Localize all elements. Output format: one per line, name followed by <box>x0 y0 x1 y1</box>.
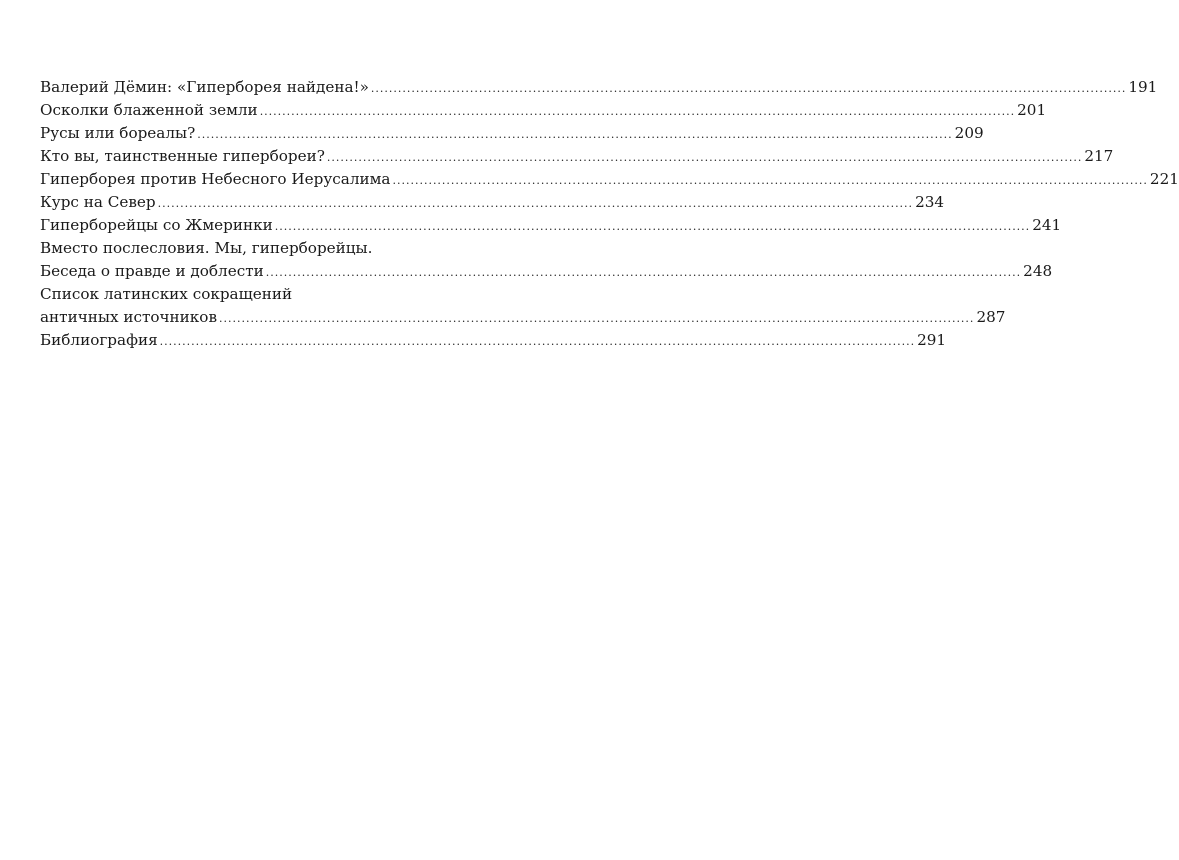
toc-entry-page: 191 <box>1128 78 1158 96</box>
toc-entry <box>40 168 1179 191</box>
toc-line <box>40 191 945 214</box>
toc-line <box>40 122 984 145</box>
toc-entry-title: Кто вы, таинственные гипербореи? <box>40 147 325 165</box>
toc-entry-title: Осколки блаженной земли <box>40 101 258 119</box>
toc-entry-page: 221 <box>1149 170 1179 188</box>
toc-entry-title: Беседа о правде и доблести <box>40 262 264 280</box>
toc-entry <box>40 237 1053 283</box>
toc-line <box>40 306 1006 329</box>
toc-line <box>40 260 1053 283</box>
dot-leader <box>266 261 1021 284</box>
toc-entry <box>40 329 947 352</box>
toc-entry-title: Русы или бореалы? <box>40 124 196 142</box>
dot-leader <box>392 169 1147 192</box>
dot-leader <box>275 215 1030 238</box>
toc-entry-page: 241 <box>1032 216 1062 234</box>
toc-entry-title: Гиперборейцы со Жмеринки <box>40 216 273 234</box>
toc-line <box>40 76 1158 99</box>
toc-entry-title-first-line: Список латинских сокращений <box>40 285 293 303</box>
dot-leader <box>260 100 1015 123</box>
toc-line <box>40 99 1047 122</box>
toc-entry <box>40 76 1158 99</box>
toc-entry <box>40 283 1006 329</box>
toc-entry-page: 217 <box>1084 147 1114 165</box>
toc-entry <box>40 99 1047 122</box>
toc-entry <box>40 145 1114 168</box>
toc-entry-page: 287 <box>976 308 1006 326</box>
toc-entry <box>40 191 945 214</box>
toc-entry-title: Валерий Дёмин: «Гиперборея найдена!» <box>40 78 369 96</box>
dot-leader <box>160 330 915 353</box>
toc-entry-page: 248 <box>1023 262 1053 280</box>
dot-leader <box>371 77 1126 100</box>
toc-entry <box>40 122 984 145</box>
toc-entry-title: Гиперборея против Небесного Иерусалима <box>40 170 391 188</box>
toc-entry-title: Библиография <box>40 331 158 349</box>
toc-entry-page: 201 <box>1017 101 1047 119</box>
toc-entry-page: 291 <box>917 331 947 349</box>
toc-line <box>40 214 1062 237</box>
toc-entry <box>40 214 1062 237</box>
dot-leader <box>158 192 913 215</box>
toc-entry-title: Курс на Север <box>40 193 156 211</box>
toc-line <box>40 329 947 352</box>
toc-entry-page: 209 <box>954 124 984 142</box>
toc-line <box>40 168 1179 191</box>
dot-leader <box>219 307 974 330</box>
dot-leader <box>327 146 1082 169</box>
toc-entry-page: 234 <box>915 193 945 211</box>
toc-entry-title-first-line: Вместо послесловия. Мы, гиперборейцы. <box>40 239 373 257</box>
toc-line <box>40 283 502 306</box>
dot-leader <box>197 123 952 146</box>
toc-entry-title: античных источников <box>40 308 217 326</box>
toc-line <box>40 237 502 260</box>
toc-line <box>40 145 1114 168</box>
table-of-contents <box>40 76 1179 352</box>
